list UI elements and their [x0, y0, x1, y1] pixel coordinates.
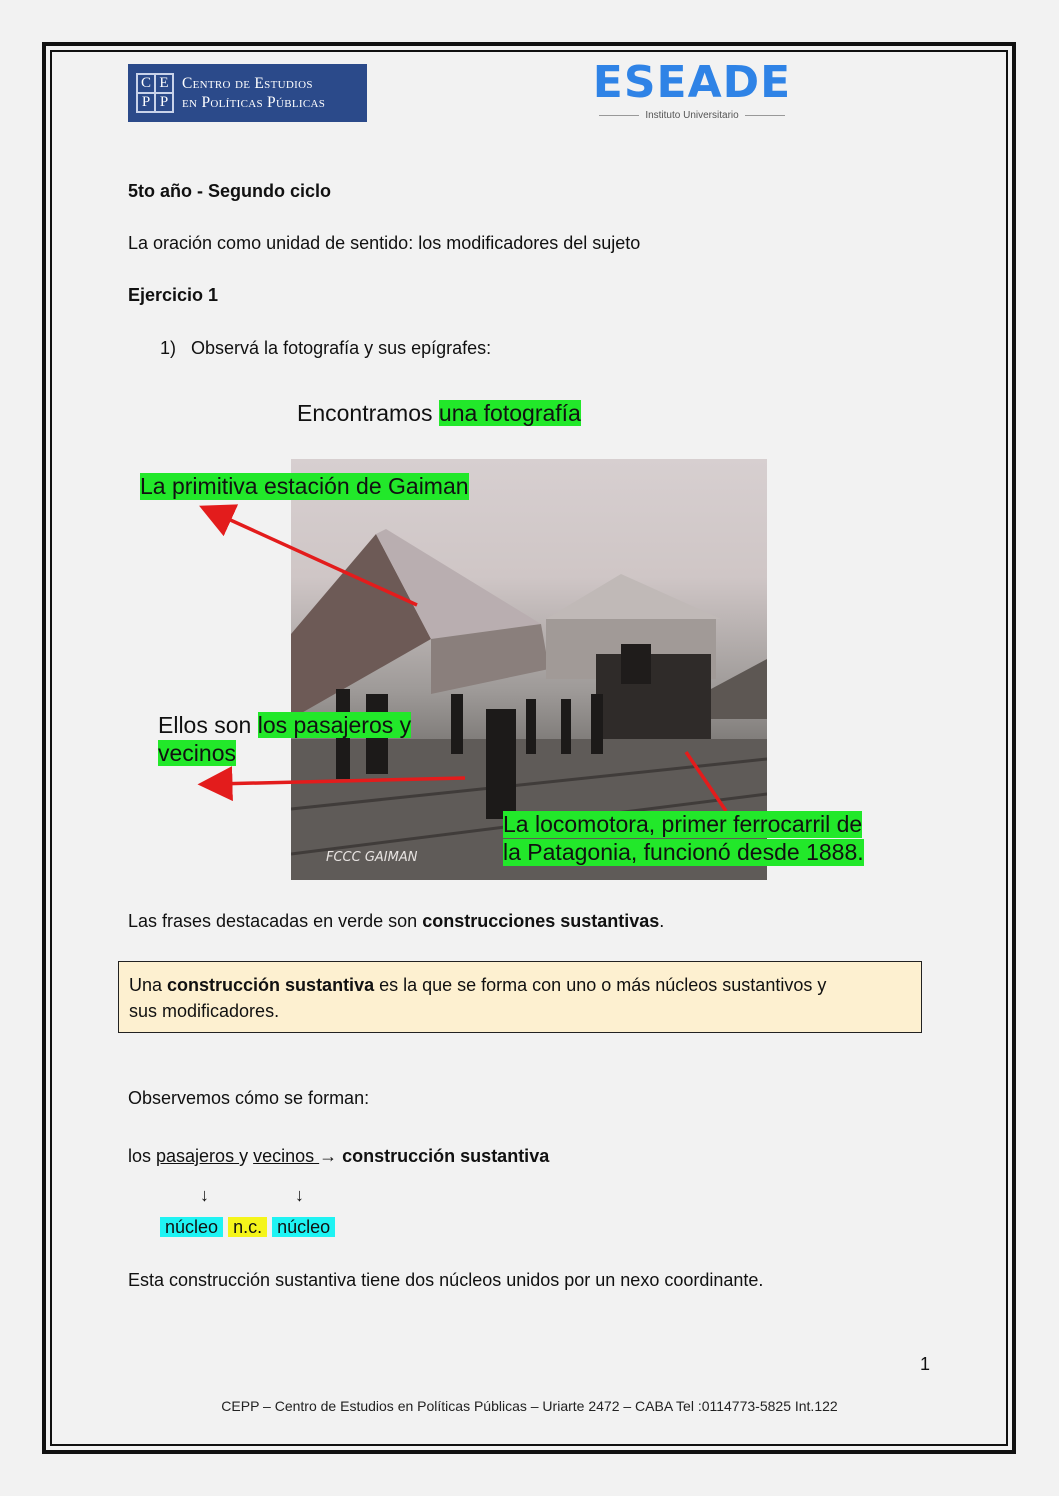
caption-locomotive-line1: La locomotora, primer ferrocarril de: [503, 811, 863, 837]
down-arrow-2: ↓: [295, 1185, 304, 1205]
instruction-number: 1): [160, 338, 177, 358]
cepp-letter: C: [137, 74, 155, 93]
page-number: 1: [920, 1354, 931, 1374]
figure-title-highlight: una fotografía: [438, 400, 581, 426]
photo-inscription: FCCC GAIMAN: [326, 850, 418, 865]
definition-term: construcción sustantiva: [167, 975, 375, 995]
definition-text: es la que se forma con uno o más núcleos sustantivos y: [374, 975, 827, 995]
example-arrow: →: [319, 1146, 343, 1166]
example-noun-2: vecinos: [253, 1146, 320, 1166]
topic-heading: La oración como unidad de sentido: los modificadores del sujeto: [128, 233, 641, 253]
exercise-title: Ejercicio 1: [128, 285, 219, 305]
highlight-note: [128, 910, 664, 932]
example-article: los: [128, 1146, 157, 1166]
divider: [599, 115, 639, 116]
cepp-name-line1: Centro de Estudios: [182, 75, 313, 92]
observe-text: Observemos cómo se forman:: [128, 1088, 370, 1108]
figure-title-text: Encontramos: [297, 400, 439, 426]
tag-nucleus: núcleo: [160, 1217, 223, 1237]
definition-box: [118, 961, 922, 1033]
course-heading: 5to año - Segundo ciclo: [128, 181, 332, 201]
definition-line2: sus modificadores.: [129, 1001, 280, 1021]
analysis-tags: [160, 1216, 335, 1238]
caption-people-line2: [158, 740, 236, 767]
definition-text: Una: [129, 975, 168, 995]
definition-line1: [129, 972, 911, 998]
eseade-wordmark: ESEADE: [592, 57, 792, 108]
figure-title: [297, 400, 581, 427]
example-noun-1: pasajeros: [156, 1146, 240, 1166]
caption-station: La primitiva estación de Gaiman: [140, 473, 469, 499]
cepp-logo: [128, 64, 367, 122]
cepp-letter: P: [137, 93, 155, 112]
cepp-monogram: [136, 73, 174, 113]
footer: CEPP – Centro de Estudios en Políticas Públicas – Uriarte 2472 – CABA Tel :0114773-5825 Int.122: [221, 1398, 838, 1414]
eseade-subtitle-row: [592, 110, 792, 121]
example-conjunction: y: [239, 1146, 249, 1166]
caption-people: [158, 712, 411, 739]
eseade-logo: [592, 58, 792, 121]
cepp-letter: E: [155, 74, 173, 93]
eseade-subtitle: Instituto Universitario: [645, 110, 739, 121]
example-phrase: [128, 1145, 549, 1167]
tag-coordinating-link: n.c.: [228, 1217, 267, 1237]
highlight-note-end: .: [659, 911, 665, 931]
cepp-name-line2: en Políticas Públicas: [182, 94, 326, 111]
instruction: [160, 337, 491, 359]
caption-people-text: Ellos son: [158, 712, 258, 738]
caption-people-highlight: vecinos: [158, 740, 236, 766]
caption-locomotive-line2: la Patagonia, funcionó desde 1888.: [503, 839, 864, 865]
example-result: construcción sustantiva: [342, 1146, 550, 1166]
cepp-letter: P: [155, 93, 173, 112]
divider: [745, 115, 785, 116]
down-arrow-1: ↓: [200, 1185, 209, 1205]
tag-nucleus: núcleo: [272, 1217, 335, 1237]
cepp-name: [182, 74, 325, 112]
caption-people-highlight: los pasajeros y: [257, 712, 412, 738]
conclusion-text: Esta construcción sustantiva tiene dos núcleos unidos por un nexo coordinante.: [128, 1270, 764, 1290]
highlight-note-bold: construcciones sustantivas: [422, 911, 660, 931]
highlight-note-text: Las frases destacadas en verde son: [128, 911, 423, 931]
instruction-text: Observá la fotografía y sus epígrafes:: [191, 338, 492, 358]
